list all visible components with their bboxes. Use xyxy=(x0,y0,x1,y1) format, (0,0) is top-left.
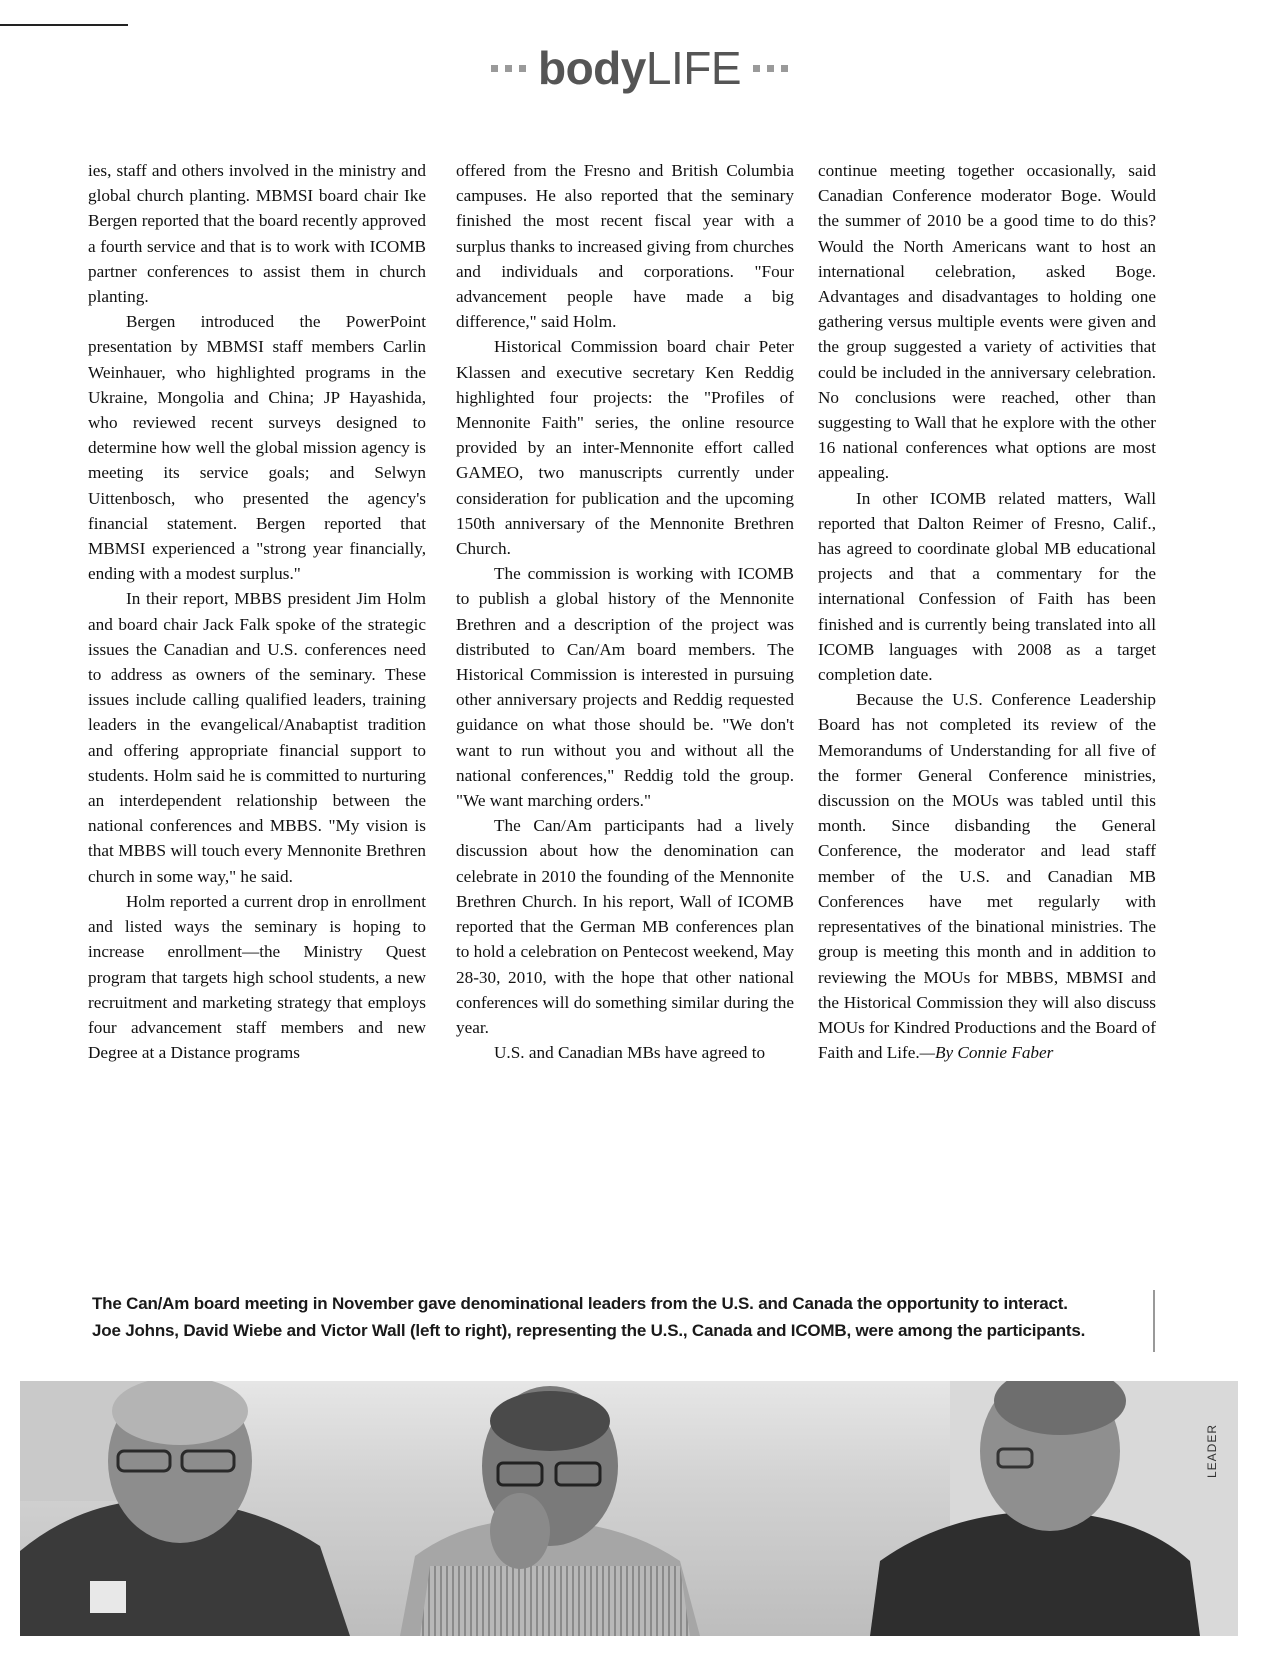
article-column-2 xyxy=(456,158,794,1238)
section-title xyxy=(537,42,742,94)
meeting-photo xyxy=(20,1381,1238,1636)
paragraph: Holm reported a current drop in enrollment and listed ways the seminary is hoping to increase enrollment—the Ministry Quest program that targets high school students, a new recruitment and marketing strategy that employs four advancement staff members and new Degree at a Distance programs xyxy=(88,891,426,1063)
byline: —By Connie Faber xyxy=(919,1043,1054,1063)
paragraph: The Can/Am participants had a lively discussion about how the denomination can celebrate in 2010 the founding of the Mennonite Brethren Church. In his report, Wall of ICOMB reported that the German MB conferences plan to hold a celebration on Pentecost weekend, May 28-30, 2010, with the hope that other national conferences will do something similar during the year. xyxy=(456,816,794,1037)
meeting-photo-illustration xyxy=(20,1381,1238,1636)
paragraph: The commission is working with ICOMB to publish a global history of the Mennonite Brethren and a description of the project was distributed to Can/Am board members. The Historical Commission is interested in pursuing other anniversary projects and Reddig requested guidance on what those should be. "We don't want to run without you and without all the national conferences," Reddig told the group. "We want marching orders." xyxy=(456,564,794,811)
caption-line-2: Joe Johns, David Wiebe and Victor Wall (left to right), representing the U.S., Canada and ICOMB, were among the participants. xyxy=(92,1321,1086,1340)
paragraph: Bergen introduced the PowerPoint presentation by MBMSI staff members Carlin Weinhauer, who highlighted programs in the Ukraine, Mongolia and China; JP Hayashida, who reviewed recent surveys designed to determine how well the global mission agency is meeting its service goals; and Selwyn Uittenbosch, who presented the agency's financial statement. Bergen reported that MBMSI experienced a "strong year financially, ending with a modest surplus." xyxy=(88,312,426,584)
caption-rule xyxy=(1153,1290,1155,1352)
middle-person-hand xyxy=(490,1493,550,1569)
paragraph: ies, staff and others involved in the ministry and global church planting. MBMSI board chair Ike Bergen reported that the board recently approved a fourth service and that is to work with ICOMB partner conferences to assist them in church planting. xyxy=(88,161,426,307)
masthead-dots-right xyxy=(753,65,788,72)
article-column-1 xyxy=(88,158,426,1238)
photo-credit: LEADER xyxy=(1205,1423,1219,1478)
top-rule xyxy=(0,24,128,26)
photo-caption xyxy=(92,1290,1147,1344)
section-title-light: LIFE xyxy=(645,42,742,94)
paragraph: continue meeting together occasionally, said Canadian Conference moderator Boge. Would the summer of 2010 be a good time to do this? Would the North Americans want to host an international celebration, asked Boge. Advantages and disadvantages to holding one gathering versus multiple events were given and the group suggested a variety of activities that could be included in the anniversary celebration. No conclusions were reached, other than suggesting to Wall that he explore with the other 16 national conferences what options are most appealing. xyxy=(818,161,1156,483)
paragraph: In other ICOMB related matters, Wall reported that Dalton Reimer of Fresno, Calif., has agreed to coordinate global MB educational projects and that a commentary for the international Confession of Faith has been finished and is currently being translated into all ICOMB languages with 2008 as a target completion date. xyxy=(818,488,1156,685)
section-title-bold: body xyxy=(537,42,646,94)
article-column-3 xyxy=(818,158,1156,1238)
paragraph-text: Because the U.S. Conference Leadership Board has not completed its review of the Memorandums of Understanding for all five of the former General Conference ministries, discussion on the MOUs was tabled until this month. Since disbanding the General Conference, the moderator and lead staff member of the U.S. and Canadian MB Conferences have met regularly with representatives of the binational ministries. The group is meeting this month and in addition to reviewing the MOUs for MBBS, MBMSI and the Historical Commission they will also discuss MOUs for Kindred Productions and the Board of Faith and Life. xyxy=(818,690,1156,1063)
section-masthead xyxy=(0,38,1279,98)
paragraph: In their report, MBBS president Jim Holm and board chair Jack Falk spoke of the strategic issues the Canadian and U.S. conferences need to address as owners of the seminary. These issues include calling qualified leaders, training leaders in the evangelical/Anabaptist tradition and offering appropriate financial support to students. Holm said he is committed to nurturing an interdependent relationship between the national conferences and MBBS. "My vision is that MBBS will touch every Mennonite Brethren church in some way," he said. xyxy=(88,589,426,886)
paragraph: Historical Commission board chair Peter Klassen and executive secretary Ken Reddig highlighted four projects: the "Profiles of Mennonite Faith" series, the online resource provided by an inter-Mennonite effort called GAMEO, two manuscripts currently under consideration for publication and the upcoming 150th anniversary of the Mennonite Brethren Church. xyxy=(456,337,794,559)
caption-line-1: The Can/Am board meeting in November gave denominational leaders from the U.S. and Canada the opportunity to interact. xyxy=(92,1294,1068,1313)
masthead-dots-left xyxy=(491,65,526,72)
paragraph: U.S. and Canadian MBs have agreed to xyxy=(494,1043,766,1063)
paragraph: offered from the Fresno and British Columbia campuses. He also reported that the seminary finished the most recent fiscal year with a surplus thanks to increased giving from churches and individuals and corporations. "Four advancement people have made a big difference," said Holm. xyxy=(456,161,794,332)
paragraph xyxy=(818,687,1156,1065)
name-tag xyxy=(90,1581,126,1613)
